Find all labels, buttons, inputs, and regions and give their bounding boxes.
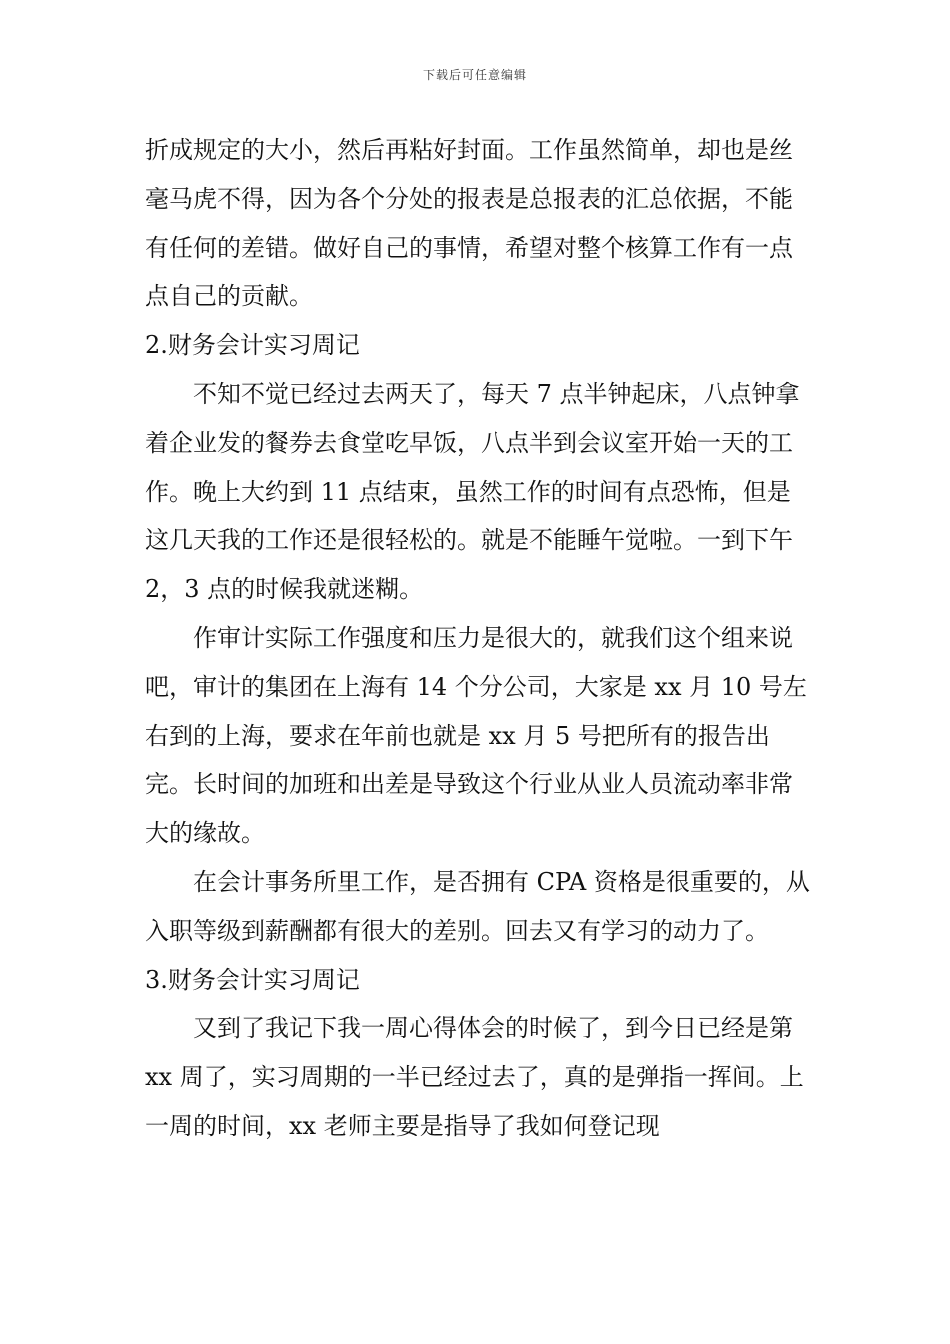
page-header: 下载后可任意编辑 xyxy=(422,68,527,82)
section-heading: 3.财务会计实习周记 xyxy=(145,965,360,994)
paragraph: 不知不觉已经过去两天了，每天 7 点半钟起床，八点钟拿着企业发的餐券去食堂吃早饭，八点半到会议室开始一天的工作。晚上大约到 11 点结束，虽然工作的时间有点恐怖，但是这几天我的工作还是很轻松的。就是不能睡午觉啦。一到下午 2，3 点的时候我就迷糊。 xyxy=(145,379,800,604)
section-heading: 2.财务会计实习周记 xyxy=(145,331,360,360)
paragraph: 作审计实际工作强度和压力是很大的，就我们这个组来说吧，审计的集团在上海有 14 个分公司，大家是 xx 月 10 号左右到的上海，要求在年前也就是 xx 月 5 号把所有的报告出完。长时间的加班和出差是导致这个行业从业人员流动率非常大的缘故。 xyxy=(145,623,807,848)
document-body xyxy=(145,126,813,1151)
paragraph: 在会计事务所里工作，是否拥有 CPA 资格是很重要的，从入职等级到薪酬都有很大的差别。回去又有学习的动力了。 xyxy=(145,867,810,945)
paragraph: 折成规定的大小，然后再粘好封面。工作虽然简单，却也是丝毫马虎不得，因为各个分处的报表是总报表的汇总依据，不能有任何的差错。做好自己的事情，希望对整个核算工作有一点点自己的贡献。 xyxy=(145,136,793,311)
paragraph: 又到了我记下我一周心得体会的时候了，到今日已经是第 xx 周了，实习周期的一半已经过去了，真的是弹指一挥间。上一周的时间，xx 老师主要是指导了我如何登记现 xyxy=(145,1014,804,1140)
